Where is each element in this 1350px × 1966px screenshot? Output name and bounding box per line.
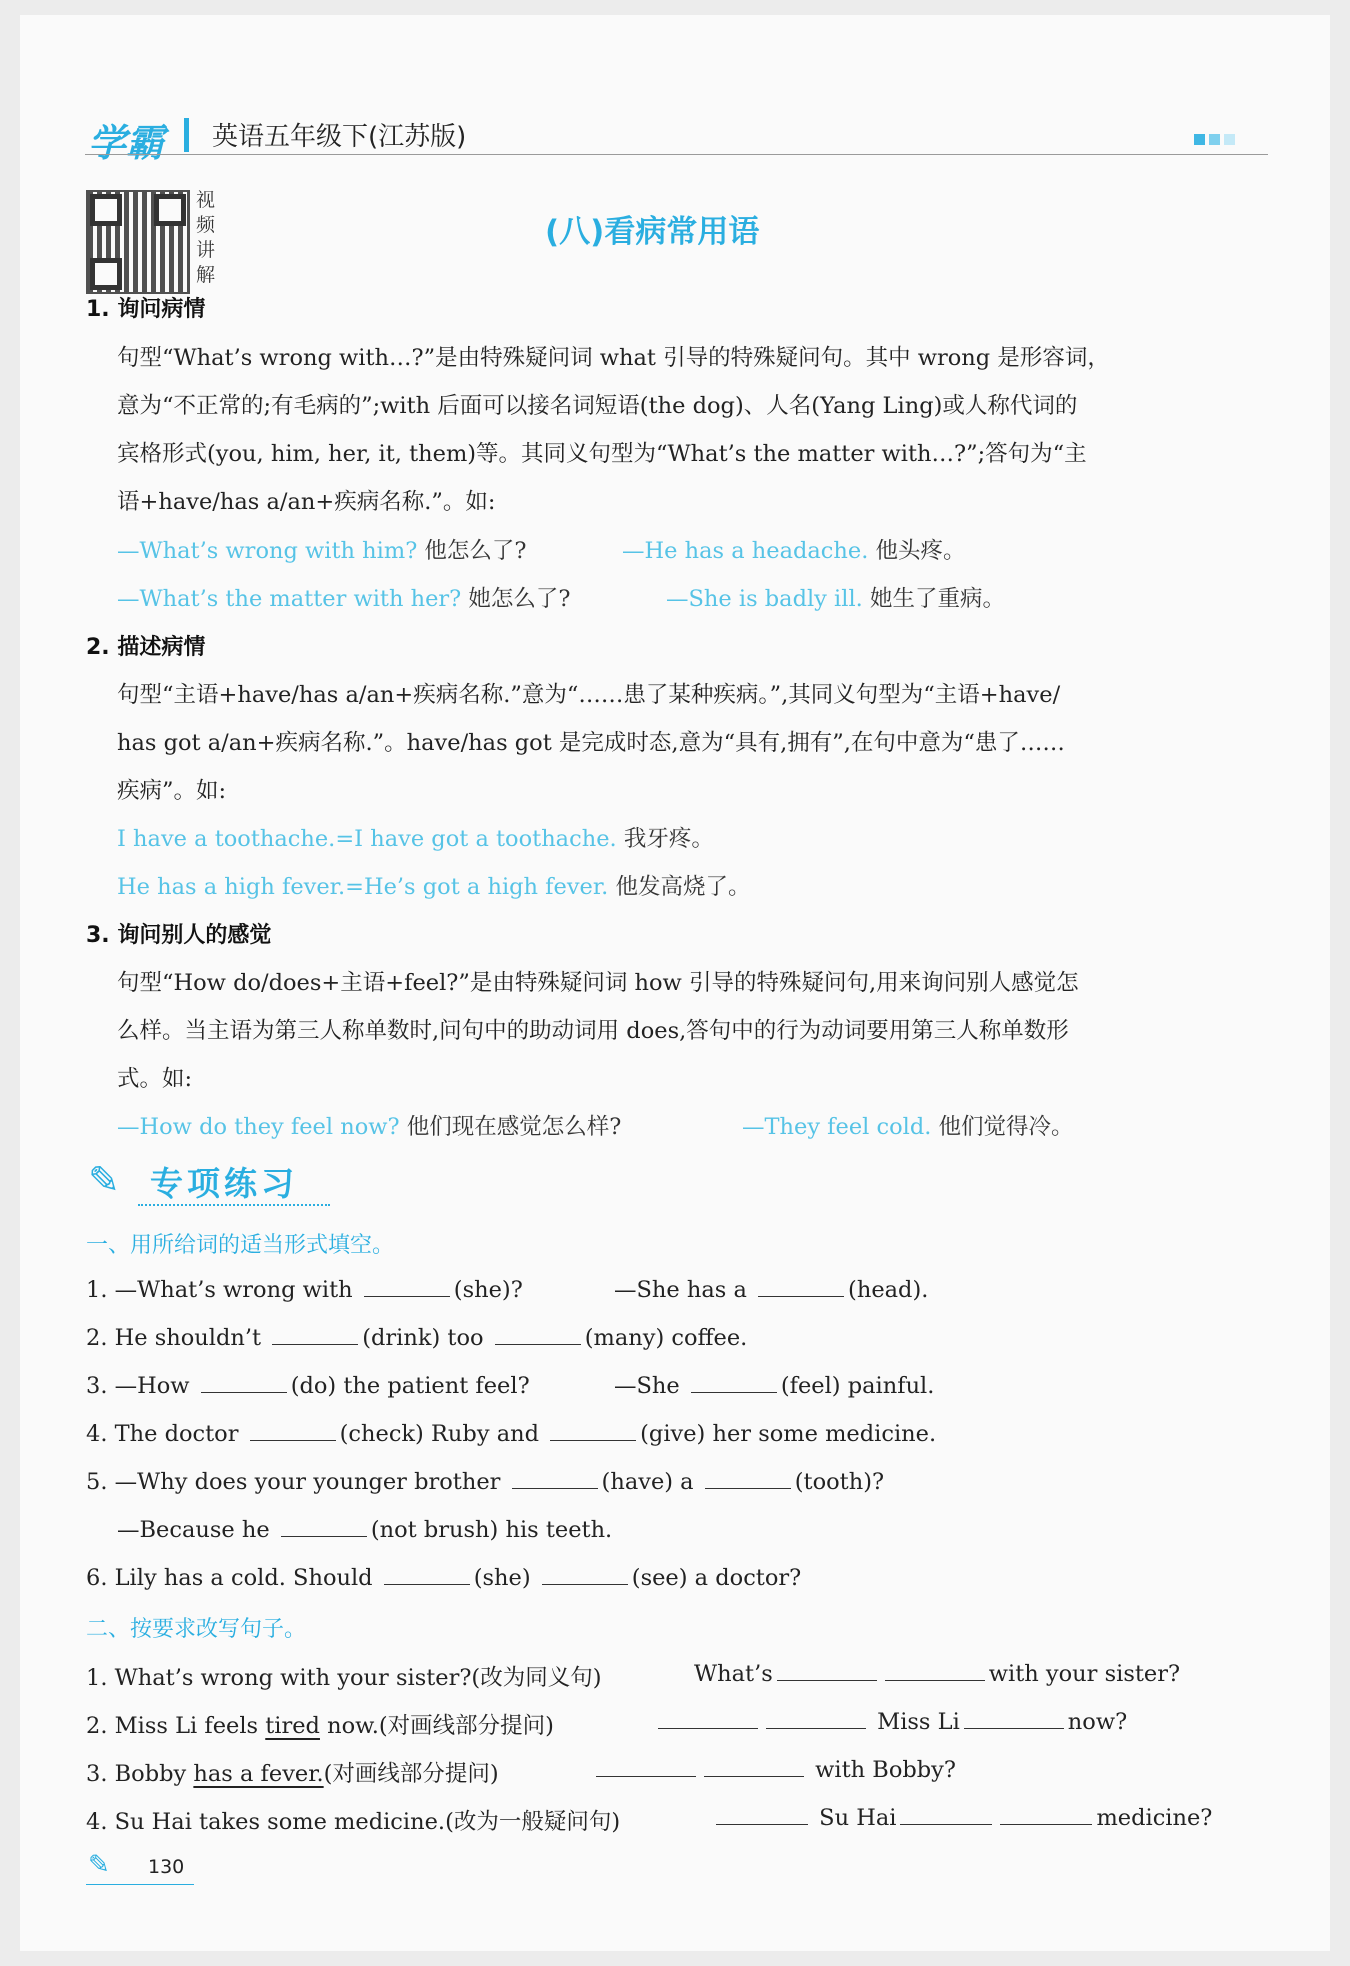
answer-blank[interactable]	[885, 1660, 985, 1681]
example-zh: 她怎么了?	[468, 586, 571, 612]
qr-code-icon[interactable]	[86, 190, 190, 294]
exercise-line: 3. Bobby has a fever.(对画线部分提问)	[86, 1761, 499, 1787]
answer-blank[interactable]	[777, 1660, 877, 1681]
answer-blank[interactable]	[281, 1516, 367, 1537]
answer-blank[interactable]	[1000, 1804, 1092, 1825]
exercise-line: Su Hai medicine?	[712, 1804, 1212, 1831]
answer-blank[interactable]	[201, 1372, 287, 1393]
example-zh: 他发高烧了。	[615, 874, 751, 900]
answer-blank[interactable]	[364, 1276, 450, 1297]
exercise-line: 3. —How (do) the patient feel?	[86, 1373, 530, 1399]
part2-title: 二、按要求改写句子。	[86, 1617, 307, 1642]
paragraph-line: 么样。当主语为第三人称单数时,问句中的助动词用 does,答句中的行为动词要用第三人称单数形	[117, 1018, 1069, 1044]
example-en: —He has a headache.	[622, 538, 869, 564]
example-zh: 她生了重病。	[869, 586, 1005, 612]
page-number: 130	[148, 1856, 185, 1878]
answer-blank[interactable]	[512, 1468, 598, 1489]
part1-title: 一、用所给词的适当形式填空。	[86, 1233, 395, 1258]
exercise-line: 2. Miss Li feels tired now.(对画线部分提问)	[86, 1713, 554, 1739]
paragraph-line: 语+have/has a/an+疾病名称.”。如:	[117, 489, 496, 515]
paragraph-line: 句型“What’s wrong with…?”是由特殊疑问词 what 引导的特殊疑问句。其中 wrong 是形容词，	[117, 345, 1110, 371]
example-line	[666, 581, 1005, 613]
exercise-line: —She has a (head).	[614, 1277, 929, 1303]
example-en: I have a toothache.=I have got a toothache.	[117, 826, 617, 852]
example-zh: 他头疼。	[875, 538, 966, 564]
brand-logo: 学霸	[88, 121, 165, 165]
example-en: —What’s wrong with him?	[117, 538, 418, 564]
example-line	[117, 869, 750, 901]
answer-blank[interactable]	[550, 1420, 636, 1441]
example-en: —They feel cold.	[742, 1114, 932, 1140]
answer-blank[interactable]	[704, 1756, 804, 1777]
paragraph-line: 句型“主语+have/has a/an+疾病名称.”意为“……患了某种疾病。”,其同义句型为“主语+have/	[117, 682, 1061, 708]
example-zh: 他们现在感觉怎么样?	[406, 1114, 622, 1140]
section-title: (八)看病常用语	[545, 214, 760, 250]
book-title: 英语五年级下(江苏版)	[212, 122, 467, 152]
exercise-line: 4. Su Hai takes some medicine.(改为一般疑问句)	[86, 1809, 621, 1835]
header-rule	[85, 154, 1268, 155]
answer-blank[interactable]	[658, 1708, 758, 1729]
example-line	[117, 533, 527, 565]
exercise-line: —She (feel) painful.	[614, 1373, 935, 1399]
exercise-line: 1. —What’s wrong with (she)?	[86, 1277, 523, 1303]
answer-blank[interactable]	[250, 1420, 336, 1441]
example-en: —She is badly ill.	[666, 586, 863, 612]
exercise-line: Miss Li now?	[654, 1708, 1127, 1735]
example-en: He has a high fever.=He’s got a high fever.	[117, 874, 609, 900]
paragraph-line: 宾格形式(you, him, her, it, them)等。其同义句型为“What’s the matter with…?”;答句为“主	[117, 441, 1087, 467]
paragraph-line: has got a/an+疾病名称.”。have/has got 是完成时态,意为“具有,拥有”,在句中意为“患了……	[117, 730, 1065, 756]
answer-blank[interactable]	[495, 1324, 581, 1345]
answer-blank[interactable]	[964, 1708, 1064, 1729]
example-zh: 他怎么了?	[424, 538, 527, 564]
answer-blank[interactable]	[596, 1756, 696, 1777]
paragraph-line: 式。如:	[117, 1066, 193, 1092]
paragraph-line: 句型“How do/does+主语+feel?”是由特殊疑问词 how 引导的特殊疑问句,用来询问别人感觉怎	[117, 970, 1079, 996]
page-number-rule	[86, 1884, 194, 1885]
answer-blank[interactable]	[384, 1564, 470, 1585]
paragraph-line: 意为“不正常的;有毛病的”;with 后面可以接名词短语(the dog)、人名(Yang Ling)或人称代词的	[117, 393, 1078, 419]
practice-title: 专项练习	[150, 1164, 298, 1203]
answer-blank[interactable]	[716, 1804, 808, 1825]
exercise-line: —Because he (not brush) his teeth.	[117, 1517, 613, 1543]
pencil-icon: ✎	[88, 1850, 110, 1880]
exercise-line: 4. The doctor (check) Ruby and (give) her some medicine.	[86, 1421, 937, 1447]
pencil-book-icon: ✎	[88, 1158, 120, 1202]
exercise-line: 5. —Why does your younger brother (have) a (tooth)?	[86, 1469, 885, 1495]
example-line	[117, 581, 570, 613]
exercise-line: What’s with your sister?	[694, 1661, 1181, 1687]
example-en: —How do they feel now?	[117, 1114, 400, 1140]
practice-underline	[138, 1204, 330, 1206]
exercise-line: 2. He shouldn’t (drink) too (many) coffee.	[86, 1325, 748, 1351]
answer-blank[interactable]	[705, 1468, 791, 1489]
exercise-line: with Bobby?	[592, 1756, 956, 1783]
exercise-line: 1. What’s wrong with your sister?(改为同义句)	[86, 1665, 602, 1691]
example-zh: 我牙疼。	[623, 826, 714, 852]
answer-blank[interactable]	[542, 1564, 628, 1585]
example-en: —What’s the matter with her?	[117, 586, 462, 612]
header-decoration	[1194, 130, 1239, 149]
heading-3: 3. 询问别人的感觉	[86, 923, 272, 948]
answer-blank[interactable]	[758, 1276, 844, 1297]
example-line	[742, 1109, 1074, 1141]
example-line	[117, 1109, 621, 1141]
example-line	[117, 821, 714, 853]
answer-blank[interactable]	[272, 1324, 358, 1345]
heading-2: 2. 描述病情	[86, 635, 206, 660]
exercise-line: 6. Lily has a cold. Should (she) (see) a doctor?	[86, 1565, 802, 1591]
example-line	[622, 533, 966, 565]
answer-blank[interactable]	[900, 1804, 992, 1825]
paragraph-line: 疾病”。如:	[117, 778, 227, 804]
logo-divider	[184, 118, 189, 152]
qr-label: 视频讲解	[196, 189, 216, 286]
answer-blank[interactable]	[691, 1372, 777, 1393]
answer-blank[interactable]	[766, 1708, 866, 1729]
example-zh: 他们觉得冷。	[938, 1114, 1074, 1140]
heading-1: 1. 询问病情	[86, 297, 206, 322]
